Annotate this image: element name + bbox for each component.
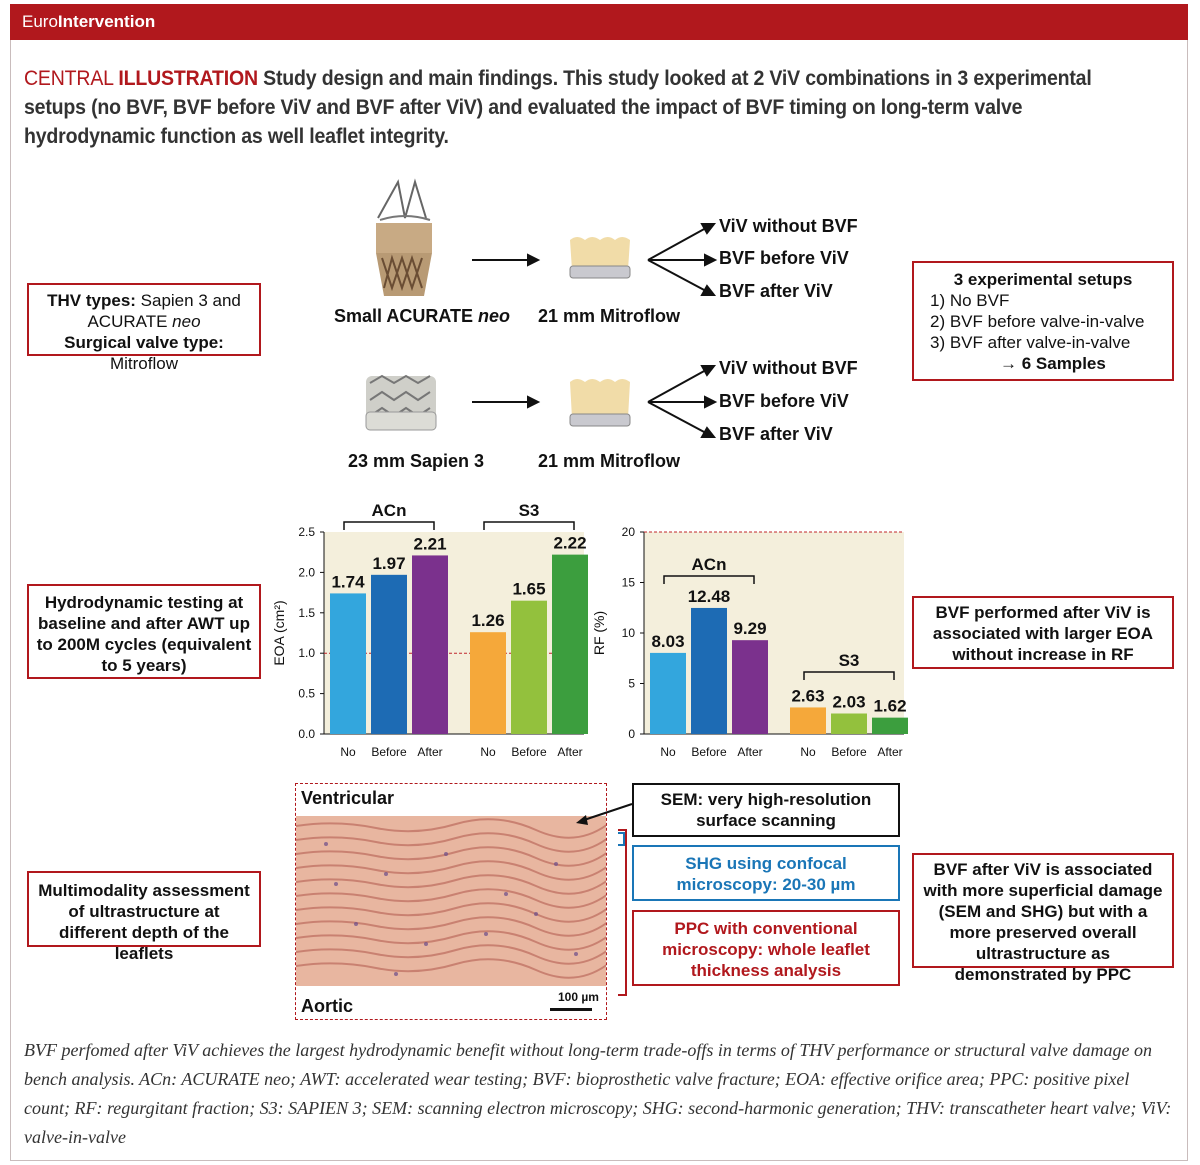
x-tick-label: Before	[831, 745, 867, 759]
acurate-label: ACURATE	[87, 312, 173, 331]
y-tick-label: 1.0	[298, 646, 315, 661]
bar	[511, 601, 547, 734]
branch-viv-without-bvf-1: ViV without BVF	[719, 216, 858, 236]
data-label: 2.21	[413, 534, 447, 554]
mitroflow-label-1: 21 mm Mitroflow	[538, 306, 681, 326]
y-tick-label: 15	[621, 575, 635, 590]
setups-title: 3 experimental setups	[953, 270, 1133, 289]
mitroflow-valve-image-1	[570, 237, 630, 278]
bar	[831, 713, 867, 734]
group-bracket	[484, 522, 574, 530]
x-tick-label: Before	[691, 745, 727, 759]
samples-line	[930, 353, 1172, 374]
y-tick-label: 2.0	[298, 565, 315, 580]
sem-conclusion-text: BVF after ViV is associated with more superficial damage (SEM and SHG) but with a more preserved overall ultrastructure as demonstrated by PPC	[923, 860, 1163, 984]
data-label: 8.03	[651, 631, 685, 651]
bar	[790, 707, 826, 734]
eoa-conclusion-text: BVF performed after ViV is associated with larger EOA without increase in RF	[932, 603, 1154, 664]
title-text: Study design and main findings. This study looked at 2 ViV combinations in 3 experimental setups (no BVF, BVF before ViV and BVF after ViV) and evaluated the impact of BVF timing on long-term valve hydrodynamic function as well leaflet integrity.	[24, 67, 1092, 148]
ventricular-label: Ventricular	[301, 788, 395, 808]
rf-chart	[588, 490, 918, 770]
bar	[691, 608, 727, 734]
eoa-chart	[268, 490, 598, 770]
group-label: S3	[838, 651, 860, 670]
y-tick-label: 20	[621, 525, 635, 539]
data-label: 12.48	[687, 586, 731, 606]
data-label: 2.03	[832, 692, 866, 712]
y-tick-label: 0.0	[298, 727, 315, 741]
x-tick-label: Before	[511, 745, 547, 759]
surgical-label: Surgical valve type:	[64, 333, 224, 352]
acurate-neo-valve-image	[376, 182, 432, 296]
bar	[330, 593, 366, 734]
bar	[552, 555, 588, 734]
brand-bold: Intervention	[57, 12, 156, 31]
data-label: 1.65	[512, 579, 546, 599]
x-tick-label: No	[340, 745, 356, 759]
setup-item-3: 3) BVF after valve-in-valve	[930, 333, 1131, 352]
group-label: ACn	[691, 555, 727, 574]
sem-conclusion-box	[912, 853, 1174, 984]
aortic-label: Aortic	[301, 996, 354, 1016]
bar	[470, 632, 506, 734]
data-label: 1.26	[471, 611, 505, 631]
sem-box	[632, 783, 900, 837]
scale-bar-label: 100 µm	[558, 990, 599, 1004]
data-label: 2.22	[553, 533, 587, 553]
arrow-right-icon: →	[1000, 354, 1017, 373]
x-tick-label: No	[660, 745, 676, 759]
bar	[872, 718, 908, 734]
ppc-box	[632, 910, 900, 986]
branch-viv-without-bvf-2: ViV without BVF	[719, 358, 858, 378]
ppc-text: PPC with conventional microscopy: whole leaflet thickness analysis	[662, 919, 870, 980]
sapien-3-valve-image	[366, 376, 436, 430]
figure-title	[24, 64, 1094, 151]
surgical-type: Mitroflow	[109, 354, 178, 373]
y-tick-label: 0	[628, 727, 635, 741]
x-tick-label: No	[800, 745, 816, 759]
group-label: S3	[518, 501, 540, 520]
group-label: ACn	[371, 501, 407, 520]
branch-bvf-before-viv-1: BVF before ViV	[719, 248, 849, 268]
thv-types: Sapien 3 and	[135, 291, 241, 310]
samples-count: 6 Samples	[1017, 354, 1106, 373]
branch-bvf-after-viv-2: BVF after ViV	[719, 424, 833, 444]
hydro-testing-box	[27, 584, 261, 679]
data-label: 1.97	[372, 553, 406, 573]
shg-text: SHG using confocal microscopy: 20-30 µm	[676, 854, 856, 894]
x-tick-label: No	[480, 745, 496, 759]
title-illustration: ILLUSTRATION	[118, 67, 258, 90]
title-central: CENTRAL	[24, 67, 119, 90]
mitroflow-valve-image-2	[570, 379, 630, 426]
multi-text: Multimodality assessment of ultrastructure at different depth of the leaflets	[38, 881, 250, 963]
bar	[650, 653, 686, 734]
branch-bvf-before-viv-2: BVF before ViV	[719, 391, 849, 411]
setup-item-2: 2) BVF before valve-in-valve	[930, 312, 1145, 331]
hydro-text: Hydrodynamic testing at baseline and after AWT up to 200M cycles (equivalent to 5 years)	[36, 593, 252, 675]
x-tick-label: Before	[371, 745, 407, 759]
brand-plain: Euro	[22, 12, 58, 31]
bar	[412, 555, 448, 734]
eoa-conclusion-box	[912, 596, 1174, 669]
y-tick-label: 2.5	[298, 525, 315, 539]
thv-label: THV types:	[47, 291, 136, 310]
depth-brackets	[570, 800, 640, 1000]
microscopy-image	[295, 783, 607, 1020]
shg-box	[632, 845, 900, 901]
mitroflow-label-2: 21 mm Mitroflow	[538, 451, 681, 471]
x-tick-label: After	[737, 745, 763, 759]
acurate-neo-label: Small ACURATE neo	[334, 306, 511, 326]
setup-item-1: 1) No BVF	[930, 291, 1010, 310]
sem-text: SEM: very high-resolution surface scanning	[660, 790, 872, 830]
y-tick-label: 1.5	[298, 605, 315, 620]
branch-bvf-after-viv-1: BVF after ViV	[719, 281, 833, 301]
y-tick-label: 10	[621, 626, 635, 640]
y-tick-label: 0.5	[298, 686, 315, 701]
sapien-3-label: 23 mm Sapien 3	[348, 451, 485, 471]
data-label: 1.62	[873, 696, 907, 716]
y-tick-label: 5	[628, 676, 635, 691]
figure-caption: BVF perfomed after ViV achieves the largest hydrodynamic benefit without long-term trade-offs in terms of THV performance or structural valve damage on bench analysis. ACn: ACURATE neo; AWT: accelerated wear testing; BVF: bioprosthetic valve fracture; EOA: effective orifice area; PPC: positive pixel count; RF: regurgitant fraction; S3: SAPIEN 3; SEM: scanning electron microscopy; SHG: second-harmonic generation; THV: transcatheter heart valve; ViV: valve-in-valve	[24, 1040, 1172, 1147]
x-tick-label: After	[877, 745, 903, 759]
multimodality-box	[27, 871, 261, 963]
group-bracket	[344, 522, 434, 530]
leaflet-tissue-image	[296, 784, 607, 1020]
x-tick-label: After	[417, 745, 443, 759]
y-axis-label: RF (%)	[591, 610, 607, 656]
data-label: 1.74	[331, 572, 365, 592]
bar	[732, 640, 768, 734]
data-label: 2.63	[791, 686, 825, 706]
y-axis-label: EOA (cm²)	[271, 600, 287, 666]
neo-label: neo	[172, 312, 201, 331]
thv-types-box	[27, 283, 261, 373]
experimental-setups-box	[912, 261, 1174, 381]
x-tick-label: After	[557, 745, 583, 759]
journal-header	[10, 4, 1188, 40]
bar	[371, 575, 407, 734]
data-label: 9.29	[733, 619, 767, 639]
